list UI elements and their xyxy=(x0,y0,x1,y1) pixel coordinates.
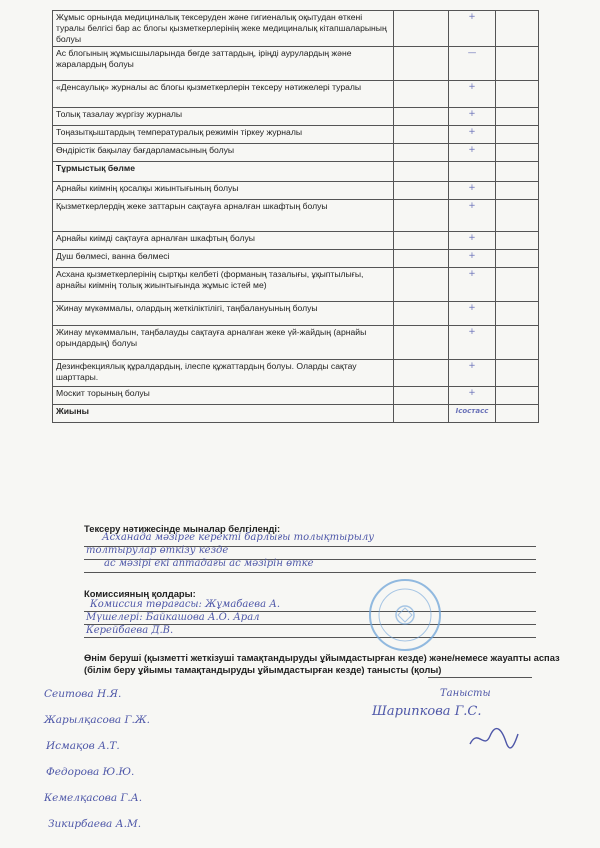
blank-cell xyxy=(394,108,449,126)
blank-cell xyxy=(496,268,539,302)
signature-name: Кемелқасова Г.А. xyxy=(44,792,143,804)
blank-cell xyxy=(496,302,539,326)
table-row xyxy=(53,47,539,81)
blank-cell xyxy=(394,387,449,405)
mark-cell: + xyxy=(449,182,496,200)
criterion-cell: Өндірістік бақылау бағдарламасының болуы xyxy=(53,144,394,162)
table-row xyxy=(53,144,539,162)
blank-cell xyxy=(394,360,449,387)
table-row xyxy=(53,200,539,232)
mark-cell: + xyxy=(449,11,496,47)
criterion-cell: Жиыны xyxy=(53,405,394,423)
mark-cell: + xyxy=(449,326,496,360)
table-row xyxy=(53,126,539,144)
table-row xyxy=(53,250,539,268)
criterion-cell: Душ бөлмесі, ванна бөлмесі xyxy=(53,250,394,268)
section-row xyxy=(53,162,539,182)
commission-line: Керейбаева Д.В. xyxy=(86,625,174,636)
table-row xyxy=(53,387,539,405)
blank-cell xyxy=(496,81,539,108)
blank-cell xyxy=(496,360,539,387)
table-row xyxy=(53,302,539,326)
handwritten-signature-icon xyxy=(468,726,520,750)
blank-cell xyxy=(496,144,539,162)
blank-cell xyxy=(496,250,539,268)
blank-cell xyxy=(394,144,449,162)
findings-line: толтырулар өткізу кезде xyxy=(86,545,229,556)
criterion-cell: Қызметкерлердің жеке заттарын сақтауға арналған шкафтың болуы xyxy=(53,200,394,232)
table-row xyxy=(53,326,539,360)
signature-name: Федорова Ю.Ю. xyxy=(46,766,135,778)
blank-cell xyxy=(394,200,449,232)
criterion-cell: Ас блогының жұмысшыларында бөгде заттардың, іріңді аурулардың және жаралардың болуы xyxy=(53,47,394,81)
criterion-cell: Тоңазытқыштардың температуралық режимін тіркеу журналы xyxy=(53,126,394,144)
signature-name: Сеитова Н.Я. xyxy=(44,688,122,700)
blank-cell xyxy=(496,11,539,47)
blank-cell xyxy=(496,232,539,250)
blank-cell xyxy=(394,326,449,360)
mark-cell: + xyxy=(449,81,496,108)
mark-cell: Ісостасс xyxy=(449,405,496,423)
seal-stamp-icon xyxy=(368,578,442,652)
mark-cell: + xyxy=(449,232,496,250)
table-row xyxy=(53,182,539,200)
blank-cell xyxy=(394,162,449,182)
table-row xyxy=(53,11,539,47)
blank-cell xyxy=(394,268,449,302)
findings-label: Тексеру нәтижесінде мыналар белгіленді: xyxy=(84,523,281,534)
mark-cell: + xyxy=(449,108,496,126)
blank-cell xyxy=(496,126,539,144)
blank-cell xyxy=(394,250,449,268)
checklist-table xyxy=(52,10,539,423)
criterion-cell: «Денсаулық» журналы ас блогы қызметкерлерін тексеру нәтижелері туралы xyxy=(53,81,394,108)
criterion-cell: Толық тазалау жүргізу журналы xyxy=(53,108,394,126)
blank-cell xyxy=(496,387,539,405)
mark-cell: + xyxy=(449,250,496,268)
mark-cell: + xyxy=(449,126,496,144)
blank-cell xyxy=(394,126,449,144)
criterion-cell: Москит торының болуы xyxy=(53,387,394,405)
blank-cell xyxy=(496,405,539,423)
blank-cell xyxy=(496,47,539,81)
section-row xyxy=(53,405,539,423)
criterion-cell: Арнайы киімнің қосалқы жиынтығының болуы xyxy=(53,182,394,200)
blank-cell xyxy=(394,11,449,47)
blank-cell xyxy=(394,302,449,326)
mark-cell: + xyxy=(449,360,496,387)
table-row xyxy=(53,108,539,126)
mark-cell: + xyxy=(449,144,496,162)
criterion-cell: Жинау мүкәммалы, олардың жеткіліктілігі, таңбалануының болуы xyxy=(53,302,394,326)
blank-cell xyxy=(394,405,449,423)
table-row xyxy=(53,232,539,250)
signature-name: Исмақов А.Т. xyxy=(46,740,120,752)
mark-cell: + xyxy=(449,302,496,326)
mark-cell: + xyxy=(449,268,496,302)
commission-line: Комиссия төрағасы: Жұмабаева А. xyxy=(90,599,280,610)
blank-cell xyxy=(394,232,449,250)
mark-cell: + xyxy=(449,387,496,405)
findings-line: Асханада мәзірге керекті барлығы толықтырылу xyxy=(102,532,375,543)
blank-cell xyxy=(496,200,539,232)
criterion-cell: Асхана қызметкерлерінің сыртқы келбеті (форманың тазалығы, ұқыптылығы, арнайы киімнің толық жиынтығында жұмыс істей ме) xyxy=(53,268,394,302)
blank-cell xyxy=(394,182,449,200)
table-row xyxy=(53,268,539,302)
criterion-cell: Дезинфекциялық құралдардың, ілеспе құжаттардың болуы. Оларды сақтау шарттары. xyxy=(53,360,394,387)
commission-label: Комиссияның қолдары: xyxy=(84,588,196,599)
commission-line: Мүшелері: Байкашова А.О. Арал xyxy=(86,612,260,623)
blank-cell xyxy=(394,47,449,81)
table-row xyxy=(53,81,539,108)
criterion-cell: Жинау мүкәммалын, таңбалауды сақтауға арналған жеке үй-жайдың (арнайы орындардың) болуы xyxy=(53,326,394,360)
blank-cell xyxy=(496,162,539,182)
signature-name: Зикирбаева А.М. xyxy=(48,818,142,830)
producer-sign-line: Танысты xyxy=(440,688,491,699)
signature-name: Жарылқасова Г.Ж. xyxy=(44,714,150,726)
blank-cell xyxy=(496,326,539,360)
table-row xyxy=(53,360,539,387)
blank-cell xyxy=(496,108,539,126)
findings-line: ас мәзірі екі аптадағы ас мәзірін өтке xyxy=(104,558,314,569)
blank-cell xyxy=(394,81,449,108)
producer-sign-line: Шарипкова Г.С. xyxy=(372,704,482,719)
criterion-cell: Арнайы киімді сақтауға арналған шкафтың болуы xyxy=(53,232,394,250)
blank-cell xyxy=(496,182,539,200)
mark-cell: — xyxy=(449,47,496,81)
criterion-cell: Тұрмыстық бөлме xyxy=(53,162,394,182)
producer-label: Өнім беруші (қызметті жеткізуші тамақтандыруды ұйымдастырған кезде) және/немесе жауапты аспаз (білім беру ұйымы тамақтандыруды ұйымдастырған кезде) танысты (қолы) xyxy=(84,652,560,675)
mark-cell xyxy=(449,162,496,182)
mark-cell: + xyxy=(449,200,496,232)
criterion-cell: Жұмыс орнында медициналық тексеруден және гигиеналық оқытудан өткені туралы белгісі бар ас блогы қызметкерлерінің жеке медициналық кітапшаларының болуы xyxy=(53,11,394,47)
